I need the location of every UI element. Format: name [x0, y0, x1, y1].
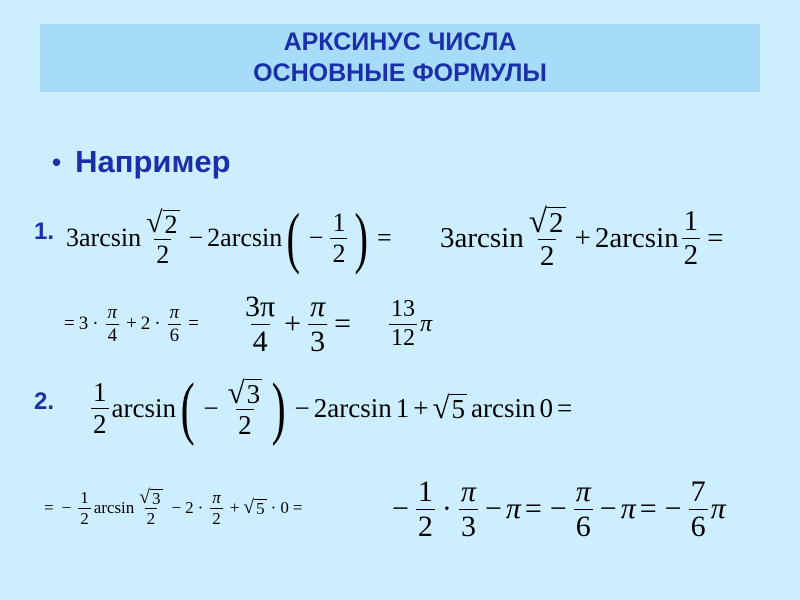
coef: 2	[313, 392, 328, 423]
fraction: $\frac{\pi}{6}$	[169, 301, 180, 346]
right-paren: )	[271, 368, 286, 447]
example-1-equation-4	[240, 282, 355, 366]
operator: =	[64, 313, 75, 334]
coef: 3	[440, 221, 455, 254]
arcsin-text: arcsin	[327, 392, 392, 423]
sqrt-icon: √	[139, 486, 151, 508]
coef: 2	[185, 498, 194, 517]
example-1-equation-1	[66, 196, 396, 280]
operator: =	[556, 392, 573, 423]
operator: ·	[92, 313, 99, 334]
coef: 3	[78, 313, 89, 334]
coef: 2	[140, 313, 151, 334]
operator: =	[188, 313, 199, 334]
title-banner	[40, 24, 760, 92]
arcsin-text: arcsin	[454, 221, 524, 254]
operator: =	[524, 492, 542, 525]
example-1-equation-2	[440, 196, 728, 280]
example-heading	[52, 144, 231, 180]
fraction: √ 2 2	[528, 202, 564, 272]
title-line-2: ОСНОВНЫЕ ФОРМУЛЫ	[253, 59, 547, 87]
sqrt-expression: √ 5	[432, 390, 465, 426]
operator: −	[599, 492, 617, 525]
arcsin-text: arcsin	[79, 223, 142, 252]
right-paren: )	[354, 200, 369, 276]
operator: +	[126, 313, 137, 334]
operator: −	[484, 492, 502, 525]
argument: 0	[280, 498, 289, 517]
pi-symbol: π	[710, 492, 726, 525]
arcsin-text: arcsin	[470, 392, 536, 423]
fraction: $\frac{\pi}{3}$	[310, 290, 326, 358]
arcsin-text: arcsin	[111, 392, 176, 423]
sqrt-icon: √	[528, 202, 548, 240]
title-line-1: АРКСИНУС ЧИСЛА	[283, 28, 517, 56]
fraction: $\frac{\pi}{6}$	[575, 475, 591, 543]
argument: 0	[539, 392, 553, 423]
fraction: √ 3 2	[227, 374, 261, 440]
operator: =	[639, 492, 657, 525]
operator: =	[44, 498, 54, 517]
operator: =	[376, 223, 392, 252]
operator: −	[61, 498, 72, 517]
operator: ·	[197, 498, 204, 517]
fraction: 1 2	[93, 377, 107, 439]
coef: 2	[207, 223, 221, 252]
operator: −	[549, 492, 567, 525]
operator: ·	[270, 498, 277, 517]
operator: +	[284, 307, 302, 340]
fraction: √ 3 2	[139, 486, 161, 529]
example-1-label: 1.	[34, 218, 55, 245]
operator: =	[707, 221, 724, 254]
fraction: π 4	[107, 301, 118, 346]
pi-symbol: π	[505, 492, 521, 525]
operator: =	[292, 498, 303, 517]
sqrt-icon: √	[432, 390, 450, 426]
operator: −	[308, 223, 324, 252]
fraction: $\frac{1}{2}$	[332, 208, 346, 268]
left-paren: (	[286, 200, 301, 276]
example-2-label: 2.	[34, 388, 55, 415]
bullet-icon: •	[52, 146, 62, 177]
operator: ·	[154, 313, 161, 334]
pi-symbol: π	[420, 310, 433, 337]
example-1-result	[386, 288, 432, 360]
fraction: π 2	[212, 487, 221, 528]
arcsin-text: arcsin	[609, 221, 679, 254]
arcsin-text: arcsin	[220, 223, 283, 252]
arcsin-text: arcsin	[93, 498, 135, 517]
example-2-equation-1	[88, 360, 576, 456]
pi-symbol: π	[620, 492, 636, 525]
fraction: $\frac{7}{6}$	[690, 475, 706, 543]
coef: 2	[594, 221, 610, 254]
fraction: 13 12	[391, 296, 415, 351]
operator: ·	[441, 492, 452, 525]
operator: −	[171, 498, 182, 517]
operator: −	[664, 492, 682, 525]
fraction: $\frac{1}{2}$	[683, 205, 699, 271]
fraction: $\frac{1}{2}$	[417, 475, 433, 543]
operator: −	[392, 492, 409, 525]
operator: =	[334, 307, 352, 340]
example-2-equation-3	[388, 466, 726, 552]
example-2-equation-2	[40, 476, 306, 540]
operator: +	[229, 498, 240, 517]
operator: −	[188, 223, 204, 252]
operator: +	[413, 392, 429, 423]
example-heading-text: Например	[75, 144, 231, 179]
fraction: 3π 4	[245, 290, 276, 358]
sqrt-icon: √	[243, 497, 255, 519]
operator: −	[294, 392, 310, 423]
operator: +	[574, 221, 591, 254]
argument: 1	[395, 392, 410, 423]
operator: −	[203, 392, 219, 423]
fraction: √ 2 2	[146, 205, 178, 269]
fraction: π 3	[460, 475, 476, 543]
left-paren: (	[180, 368, 195, 447]
sqrt-expression: √ 5	[243, 497, 265, 519]
example-1-equation-3	[60, 294, 203, 354]
fraction: $\frac{1}{2}$	[80, 487, 89, 528]
sqrt-icon: √	[227, 374, 245, 410]
coef: 3	[66, 223, 79, 252]
sqrt-icon: √	[146, 205, 163, 239]
